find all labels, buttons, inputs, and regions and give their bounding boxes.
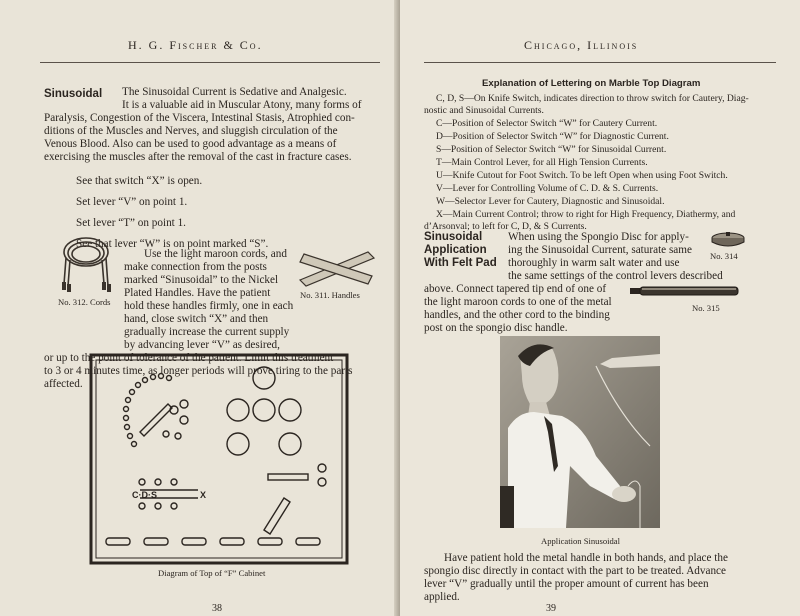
wrap-line: Plated Handles. Have the patient	[124, 287, 271, 299]
handles-illustration	[296, 246, 378, 288]
explanation-line: U—Knife Cutout for Foot Switch. To be left Open when using Foot Switch.	[436, 170, 728, 181]
explanation-line: W—Selector Lever for Cautery, Diagnostic and Sinusoidal.	[436, 196, 665, 207]
felt-pad-line: the light maroon cords to one of the metal	[424, 296, 612, 308]
intro-line: Venous Blood. Also can be used to good advantage as a means of	[44, 138, 337, 150]
right-page-header: Chicago, Illinois	[524, 38, 639, 52]
closing-line: lever “V” gradually until the proper amount of current has been	[424, 578, 709, 590]
felt-pad-wrap-line: the same settings of the control levers described	[508, 270, 723, 282]
wrap-line: hand, close switch “X” and then	[124, 313, 269, 325]
rod-caption: No. 315	[692, 303, 720, 313]
handles-caption: No. 311. Handles	[300, 290, 360, 300]
explanation-line: nostic and Sinusoidal Currents.	[424, 105, 544, 116]
intro-line: exercising the muscles after the removal of the cast in fracture cases.	[44, 151, 352, 163]
explanation-line: V—Lever for Controlling Volume of C. D. & S. Currents.	[436, 183, 659, 194]
closing-line: spongio disc directly in contact with the part to be treated. Advance	[424, 565, 726, 577]
right-header-rule	[424, 62, 776, 63]
intro-line: ditions of the Muscles and Nerves, and sluggish circulation of the	[44, 125, 338, 137]
felt-pad-wrap-line: ing the Sinusoidal Current, saturate same	[508, 244, 692, 256]
left-page-header: H. G. Fischer & Co.	[128, 38, 263, 52]
step-line: See that lever “W” is on point marked “S”.	[76, 238, 269, 250]
intro-line: The Sinusoidal Current is Sedative and Analgesic.	[122, 86, 347, 98]
explanation-title: Explanation of Lettering on Marble Top Diagram	[482, 78, 701, 89]
step-line: Set lever “T” on point 1.	[76, 217, 186, 229]
diagram-caption: Diagram of Top of “F” Cabinet	[158, 568, 266, 578]
closing-line: Have patient hold the metal handle in both hands, and place the	[444, 552, 728, 564]
spongio-disc-illustration	[710, 230, 746, 252]
diagram-label-cds: C·D·S	[132, 490, 157, 500]
cords-caption: No. 312. Cords	[58, 297, 111, 307]
metal-rod-illustration	[628, 283, 742, 299]
felt-pad-heading-line: Sinusoidal	[424, 231, 483, 243]
wrap-line: marked “Sinusoidal” to the Nickel	[124, 274, 279, 286]
explanation-line: X—Main Current Control; throw to right for High Frequency, Diathermy, and	[436, 209, 736, 220]
felt-pad-line: post on the spongio disc handle.	[424, 322, 568, 334]
felt-pad-wrap-line: thoroughly in warm salt water and use	[508, 257, 680, 269]
explanation-line: C, D, S—On Knife Switch, indicates direction to throw switch for Cautery, Diag-	[436, 93, 749, 104]
right-page-number: 39	[546, 603, 556, 614]
explanation-line: S—Position of Selector Switch “W” for Sinusoidal Current.	[436, 144, 667, 155]
wrap-line: hold these handles firmly, one in each	[124, 300, 294, 312]
left-page-number: 38	[212, 603, 222, 614]
cabinet-top-diagram	[88, 352, 350, 568]
step-line: See that switch “X” is open.	[76, 175, 203, 187]
left-header-rule	[40, 62, 380, 63]
photo-caption: Application Sinusoidal	[541, 536, 621, 546]
explanation-line: d’Arsonval; to left for C, D, & S Currents.	[424, 221, 587, 232]
application-photo	[500, 336, 660, 528]
wrap-line: Use the light maroon cords, and	[144, 248, 287, 260]
explanation-line: T—Main Control Lever, for all High Tension Currents.	[436, 157, 648, 168]
wrap-line: by advancing lever “V” as desired,	[124, 339, 280, 351]
wrap-line: gradually increase the current supply	[124, 326, 290, 338]
intro-line: Paralysis, Congestion of the Viscera, Intestinal Stasis, Atrophied con-	[44, 112, 355, 124]
disc-caption: No. 314	[710, 251, 738, 261]
felt-pad-line: above. Connect tapered tip end of one of	[424, 283, 607, 295]
felt-pad-heading-line: Application	[424, 244, 487, 256]
diagram-label-x: X	[200, 490, 207, 500]
step-line: Set lever “V” on point 1.	[76, 196, 188, 208]
intro-line: It is a valuable aid in Muscular Atony, many forms of	[122, 99, 362, 111]
tail-line: to 3 or 4 minutes time, as longer periods will prove tiring to the parts	[44, 365, 353, 377]
felt-pad-heading-line: With Felt Pad	[424, 257, 497, 269]
explanation-line: C—Position of Selector Switch “W” for Cautery Current.	[436, 118, 658, 129]
cords-illustration	[52, 232, 120, 294]
closing-line: applied.	[424, 591, 460, 603]
wrap-line: make connection from the posts	[124, 261, 267, 273]
tail-line: or up to the point of tolerance of the patient. Limit this treatment	[44, 352, 334, 364]
sinusoidal-heading: Sinusoidal	[44, 88, 103, 100]
felt-pad-line: handles, and the other cord to the binding	[424, 309, 610, 321]
explanation-line: D—Position of Selector Switch “W” for Diagnostic Current.	[436, 131, 669, 142]
right-page	[400, 0, 800, 616]
tail-line: affected.	[44, 378, 83, 390]
felt-pad-wrap-line: When using the Spongio Disc for apply-	[508, 231, 689, 243]
